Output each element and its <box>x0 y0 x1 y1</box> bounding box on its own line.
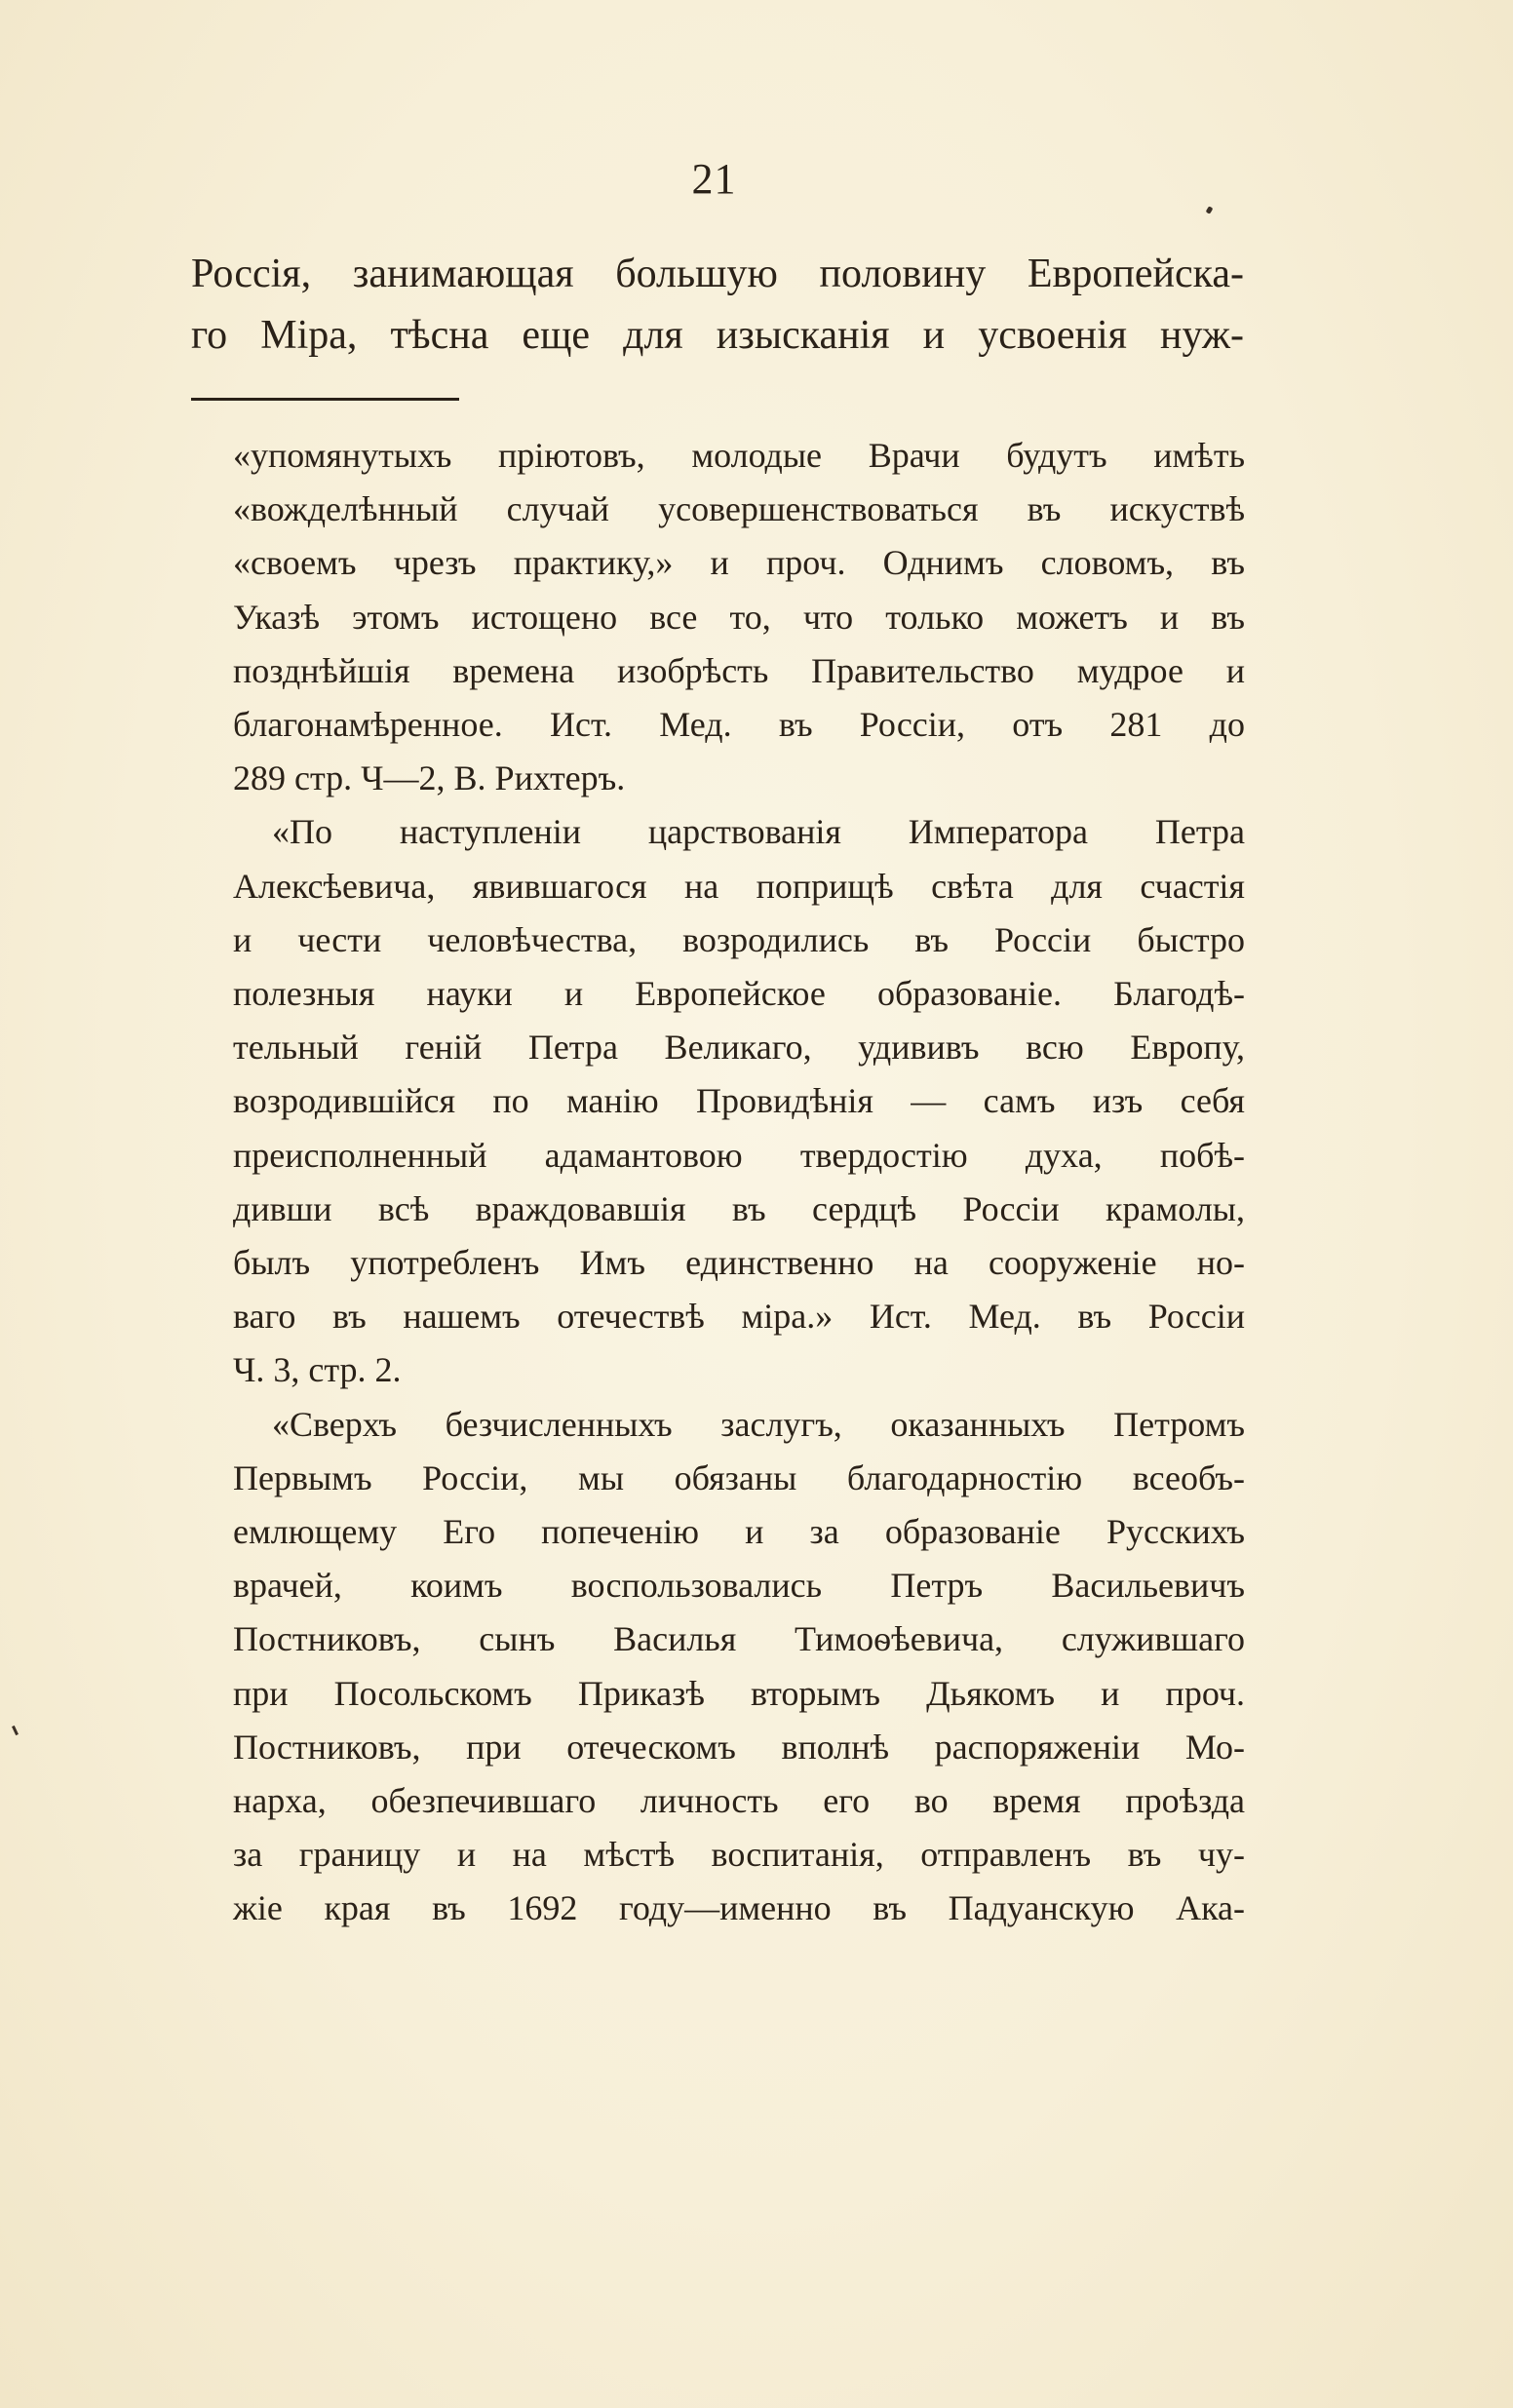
footnote-line: Постниковъ, при отеческомъ вполнѣ распоряженіи Мо- <box>233 1727 1245 1767</box>
footnote-line: «По наступленіи царствованія Императора Петра <box>272 812 1245 852</box>
footnote-line: Постниковъ, сынъ Василья Тимоѳѣевича, служившаго <box>233 1619 1245 1659</box>
margin-mark <box>1206 206 1214 214</box>
footnote-line: и чести человѣчества, возродились въ Россіи быстро <box>233 919 1245 959</box>
footnote-line: былъ употребленъ Имъ единственно на сооруженіе но- <box>233 1243 1245 1283</box>
footnote-line: «упомянутыхъ пріютовъ, молодые Врачи будутъ имѣть <box>233 436 1245 475</box>
footnote-line: позднѣйшія времена изобрѣсть Правительство мудрое и <box>233 650 1245 690</box>
footnote-line: 289 стр. Ч—2, В. Рихтеръ. <box>233 758 626 798</box>
main-text-line: го Міра, тѣсна еще для изысканія и усвоенія нуж- <box>191 313 1244 358</box>
footnote-line: Указѣ этомъ истощено все то, что только можетъ и въ <box>233 597 1245 637</box>
footnote-separator <box>191 398 459 401</box>
footnote-line: за границу и на мѣстѣ воспитанія, отправленъ въ чу- <box>233 1835 1245 1875</box>
footnote-line: дивши всѣ враждовавшія въ сердцѣ Россіи крамолы, <box>233 1188 1245 1228</box>
footnote-line: ваго въ нашемъ отечествѣ міра.» Ист. Мед. въ Россіи <box>233 1297 1245 1337</box>
footnote-block <box>233 429 1245 1936</box>
margin-mark-left <box>12 1726 19 1735</box>
footnote-line: при Посольскомъ Приказѣ вторымъ Дьякомъ и проч. <box>233 1673 1245 1713</box>
footnote-line: жіе края въ 1692 году—именно въ Падуанскую Ака- <box>233 1888 1245 1928</box>
footnote-line: полезныя науки и Европейское образованіе. Благодѣ- <box>233 974 1245 1014</box>
footnote-line: преисполненный адамантовою твердостію духа, побѣ- <box>233 1135 1245 1175</box>
footnote-line: тельный геній Петра Великаго, удививъ всю Европу, <box>233 1028 1245 1068</box>
footnote-line: Алексѣевича, явившагося на поприщѣ свѣта для счастія <box>233 866 1245 906</box>
footnote-line: врачей, коимъ воспользовались Петръ Васильевичъ <box>233 1566 1245 1606</box>
footnote-line: «вожделѣнный случай усовершенствоваться въ искуствѣ <box>233 489 1245 529</box>
footnote-line: Первымъ Россіи, мы обязаны благодарностію всеобъ- <box>233 1457 1245 1497</box>
footnote-line: «Сверхъ безчисленныхъ заслугъ, оказанныхъ Петромъ <box>272 1404 1245 1444</box>
footnote-line: Ч. 3, стр. 2. <box>233 1350 402 1390</box>
footnote-line: возродившійся по манію Провидѣнія — самъ изъ себя <box>233 1081 1245 1121</box>
footnote-line: «своемъ чрезъ практику,» и проч. Однимъ словомъ, въ <box>233 543 1245 583</box>
footnote-line: емлющему Его попеченію и за образованіе Русскихъ <box>233 1512 1245 1552</box>
main-text-line: Россія, занимающая большую половину Европейска- <box>191 252 1244 296</box>
main-text <box>191 244 1244 367</box>
page-number: 21 <box>691 155 737 203</box>
footnote-line: нарха, обезпечившаго личность его во время проѣзда <box>233 1781 1245 1821</box>
footnote-line: благонамѣренное. Ист. Мед. въ Россіи, отъ 281 до <box>233 705 1245 745</box>
